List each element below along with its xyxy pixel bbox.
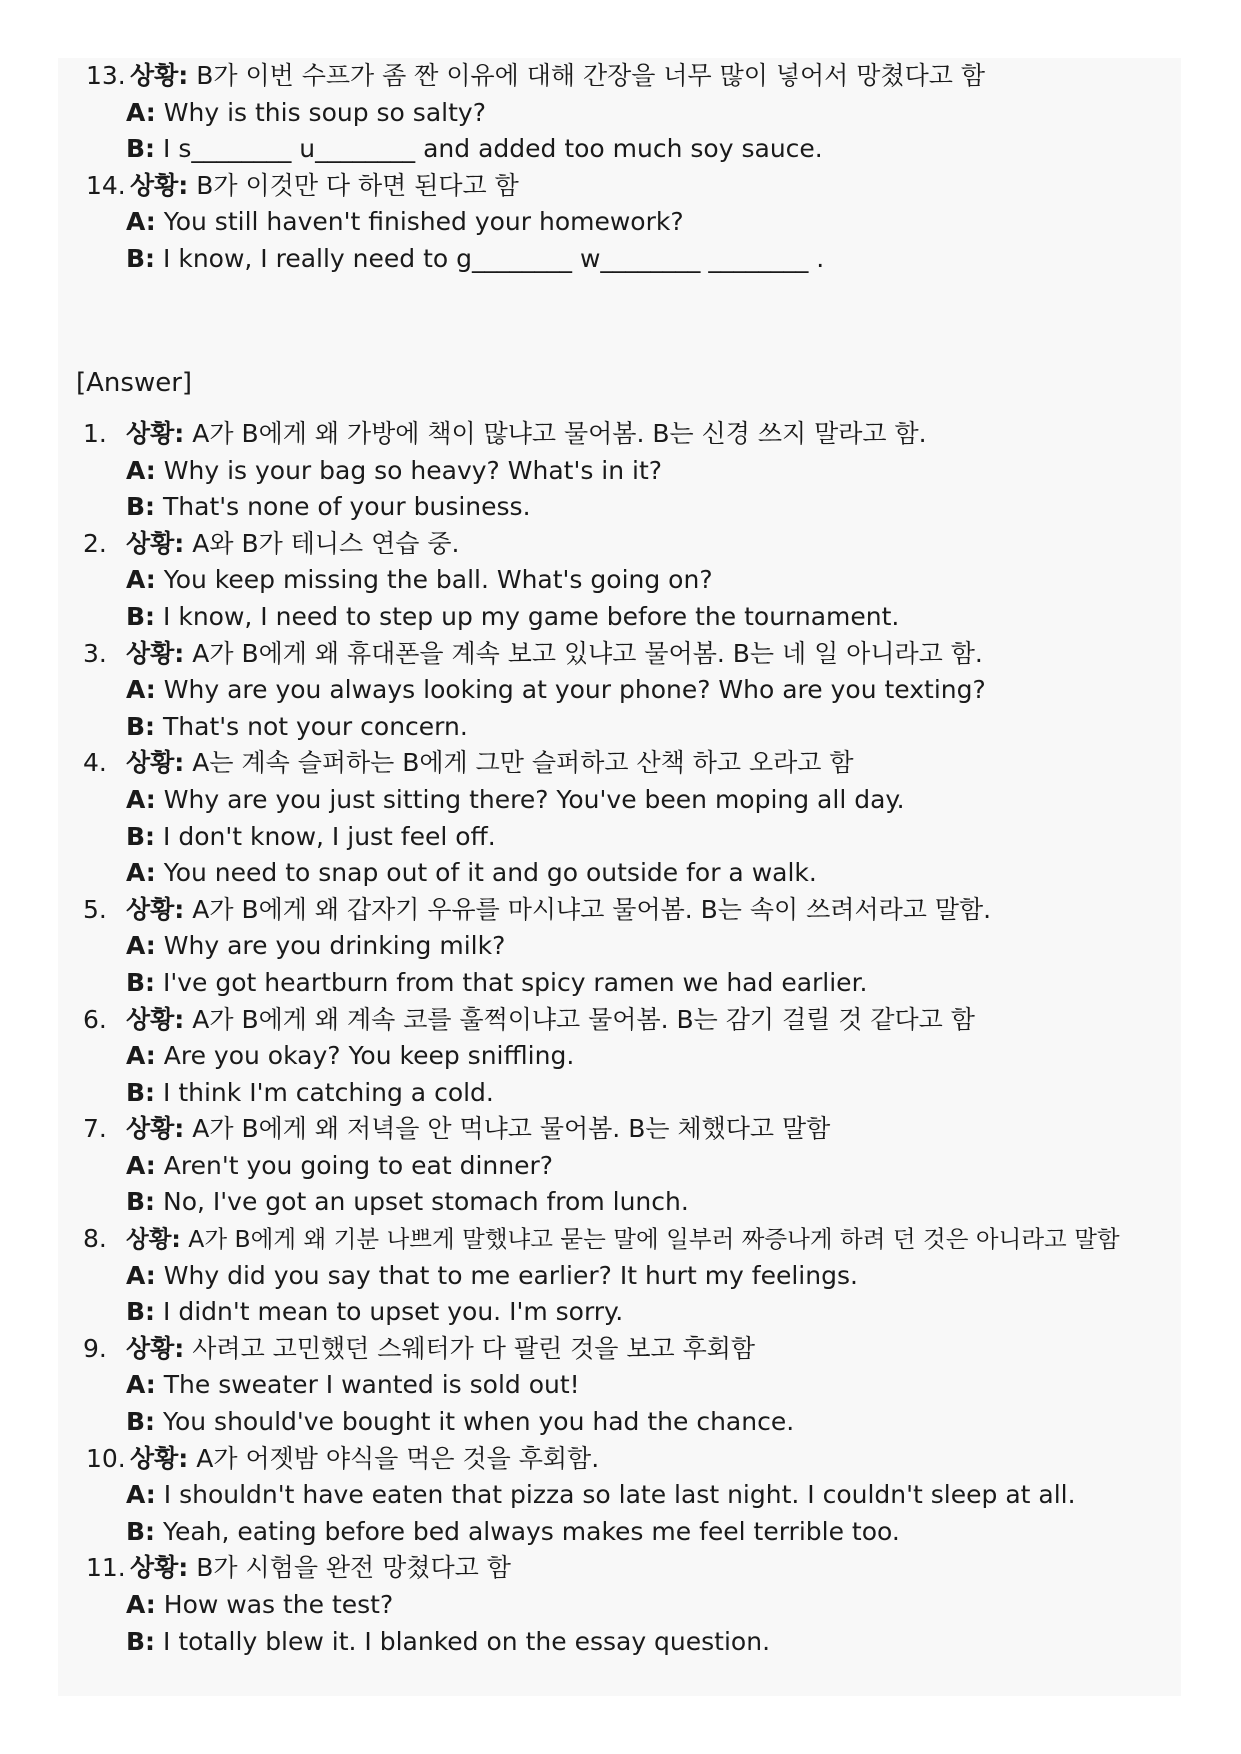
situation-label: 상황: (126, 894, 185, 924)
item-number: 8. (83, 1224, 107, 1254)
situation-label: 상황: (126, 1114, 185, 1144)
speaker-label: A: (126, 1590, 156, 1619)
item-number: 7. (83, 1114, 107, 1144)
situation-text: A가 B에게 왜 가방에 책이 많냐고 물어봄. B는 신경 쓰지 말라고 함. (192, 419, 927, 448)
dialogue-text: I totally blew it. I blanked on the essay question. (163, 1626, 771, 1656)
speaker-label: B: (126, 1626, 156, 1656)
speaker-label: A: (126, 675, 156, 705)
dialogue-text: No, I've got an upset stomach from lunch. (163, 1187, 689, 1217)
speaker-label: A: (126, 1041, 156, 1071)
item-number: 4. (83, 748, 107, 778)
speaker-label: A: (126, 931, 156, 961)
answer-11 (58, 1550, 1181, 1660)
speaker-label: A: (126, 1370, 156, 1400)
speaker-label: B: (126, 1407, 156, 1437)
speaker-label: A: (126, 565, 156, 595)
dialogue-text: I didn't mean to upset you. I'm sorry. (163, 1297, 624, 1327)
situation-label: 상황: (130, 1553, 189, 1583)
situation-text: A가 B에게 왜 휴대폰을 계속 보고 있냐고 물어봄. B는 네 일 아니라고 함. (192, 638, 983, 668)
item-number: 3. (83, 638, 107, 668)
answer-heading: [Answer] (76, 368, 193, 398)
answer-5 (58, 892, 1181, 1002)
answer-7 (58, 1111, 1181, 1221)
item-number: 13. (86, 61, 126, 90)
speaker-label: A: (126, 784, 156, 814)
situation-label: 상황: (126, 638, 185, 668)
item-number: 6. (83, 1004, 107, 1034)
situation-label: 상황: (126, 1333, 185, 1363)
dialogue-text: Why is your bag so heavy? What's in it? (163, 455, 663, 485)
answer-list (58, 416, 1181, 1660)
speaker-label: B: (126, 1297, 156, 1327)
speaker-label: B: (126, 1187, 156, 1217)
speaker-label: A: (126, 97, 156, 127)
situation-text: A와 B가 테니스 연습 중. (192, 528, 460, 558)
item-number: 9. (83, 1333, 107, 1363)
question-list (58, 58, 1181, 278)
situation-text: B가 이것만 다 하면 된다고 함 (196, 170, 519, 200)
situation-text: B가 시험을 완전 망쳤다고 함 (196, 1553, 511, 1583)
dialogue-text: You keep missing the ball. What's going on? (163, 565, 713, 595)
item-number: 10. (86, 1443, 126, 1473)
dialogue-text: That's not your concern. (163, 711, 468, 741)
speaker-label: A: (126, 207, 156, 237)
dialogue-text: I shouldn't have eaten that pizza so late last night. I couldn't sleep at all. (163, 1480, 1076, 1510)
situation-label: 상황: (126, 1004, 185, 1034)
dialogue-text: Why are you just sitting there? You've been moping all day. (163, 784, 905, 814)
dialogue-text: Why is this soup so salty? (163, 97, 486, 127)
dialogue-text: I don't know, I just feel off. (163, 821, 496, 851)
speaker-label: A: (126, 1150, 156, 1180)
answer-9 (58, 1331, 1181, 1441)
situation-text: A가 B에게 왜 기분 나쁘게 말했냐고 묻는 말에 일부러 짜증나게 하려 던 것은 아니라고 말함 (188, 1225, 1120, 1254)
dialogue-text: Yeah, eating before bed always makes me feel terrible too. (163, 1516, 900, 1546)
dialogue-text: I've got heartburn from that spicy ramen we had earlier. (163, 967, 868, 997)
item-number: 1. (83, 419, 107, 448)
dialogue-text: I know, I need to step up my game before the tournament. (163, 601, 900, 631)
speaker-label: B: (126, 711, 156, 741)
answer-2 (58, 526, 1181, 636)
question-13 (58, 58, 1181, 168)
speaker-label: B: (126, 492, 156, 522)
dialogue-text: I s________ u________ and added too much soy sauce. (163, 134, 823, 164)
dialogue-text: I think I'm catching a cold. (163, 1077, 494, 1107)
dialogue-text: Why did you say that to me earlier? It hurt my feelings. (163, 1260, 858, 1290)
document-page (58, 58, 1181, 1696)
situation-label: 상황: (130, 170, 189, 200)
speaker-label: B: (126, 1516, 156, 1546)
item-number: 11. (86, 1553, 126, 1583)
situation-text: A가 B에게 왜 계속 코를 훌쩍이냐고 물어봄. B는 감기 걸릴 것 같다고 함 (192, 1004, 975, 1034)
speaker-label: B: (126, 134, 156, 164)
situation-label: 상황: (126, 419, 185, 448)
speaker-label: B: (126, 1077, 156, 1107)
speaker-label: B: (126, 601, 156, 631)
situation-label: 상황: (126, 1225, 181, 1254)
question-14 (58, 168, 1181, 278)
situation-text: A는 계속 슬퍼하는 B에게 그만 슬퍼하고 산책 하고 오라고 함 (192, 748, 854, 778)
situation-text: 사려고 고민했던 스웨터가 다 팔린 것을 보고 후회함 (192, 1333, 756, 1363)
dialogue-text: Why are you drinking milk? (163, 931, 506, 961)
dialogue-text: Are you okay? You keep sniffling. (163, 1041, 575, 1071)
dialogue-text: You need to snap out of it and go outside for a walk. (163, 858, 817, 888)
situation-label: 상황: (126, 528, 185, 558)
item-number: 14. (86, 170, 126, 200)
answer-8 (58, 1221, 1181, 1331)
dialogue-text: You still haven't finished your homework? (163, 207, 684, 237)
speaker-label: A: (126, 858, 156, 888)
situation-text: A가 B에게 왜 갑자기 우유를 마시냐고 물어봄. B는 속이 쓰려서라고 말함. (192, 894, 992, 924)
answer-4 (58, 745, 1181, 891)
situation-text: B가 이번 수프가 좀 짠 이유에 대해 간장을 너무 많이 넣어서 망쳤다고 함 (196, 61, 985, 90)
speaker-label: B: (126, 243, 156, 273)
dialogue-text: Aren't you going to eat dinner? (163, 1150, 554, 1180)
situation-text: A가 B에게 왜 저녁을 안 먹냐고 물어봄. B는 체했다고 말함 (192, 1114, 831, 1144)
situation-label: 상황: (126, 748, 185, 778)
speaker-label: A: (126, 1260, 156, 1290)
speaker-label: A: (126, 455, 156, 485)
answer-6 (58, 1002, 1181, 1112)
speaker-label: A: (126, 1480, 156, 1510)
item-number: 2. (83, 528, 107, 558)
dialogue-text: Why are you always looking at your phone? Who are you texting? (163, 675, 986, 705)
answer-10 (58, 1441, 1181, 1551)
dialogue-text: The sweater I wanted is sold out! (163, 1370, 580, 1400)
speaker-label: B: (126, 821, 156, 851)
dialogue-text: I know, I really need to g________ w________ ________ . (163, 243, 825, 273)
situation-label: 상황: (130, 1443, 189, 1473)
dialogue-text: You should've bought it when you had the chance. (163, 1407, 795, 1437)
dialogue-text: That's none of your business. (163, 492, 531, 522)
situation-label: 상황: (130, 61, 189, 90)
answer-1 (58, 416, 1181, 526)
speaker-label: B: (126, 967, 156, 997)
dialogue-text: How was the test? (163, 1590, 394, 1619)
answer-3 (58, 636, 1181, 746)
item-number: 5. (83, 894, 107, 924)
situation-text: A가 어젯밤 야식을 먹은 것을 후회함. (196, 1443, 600, 1473)
